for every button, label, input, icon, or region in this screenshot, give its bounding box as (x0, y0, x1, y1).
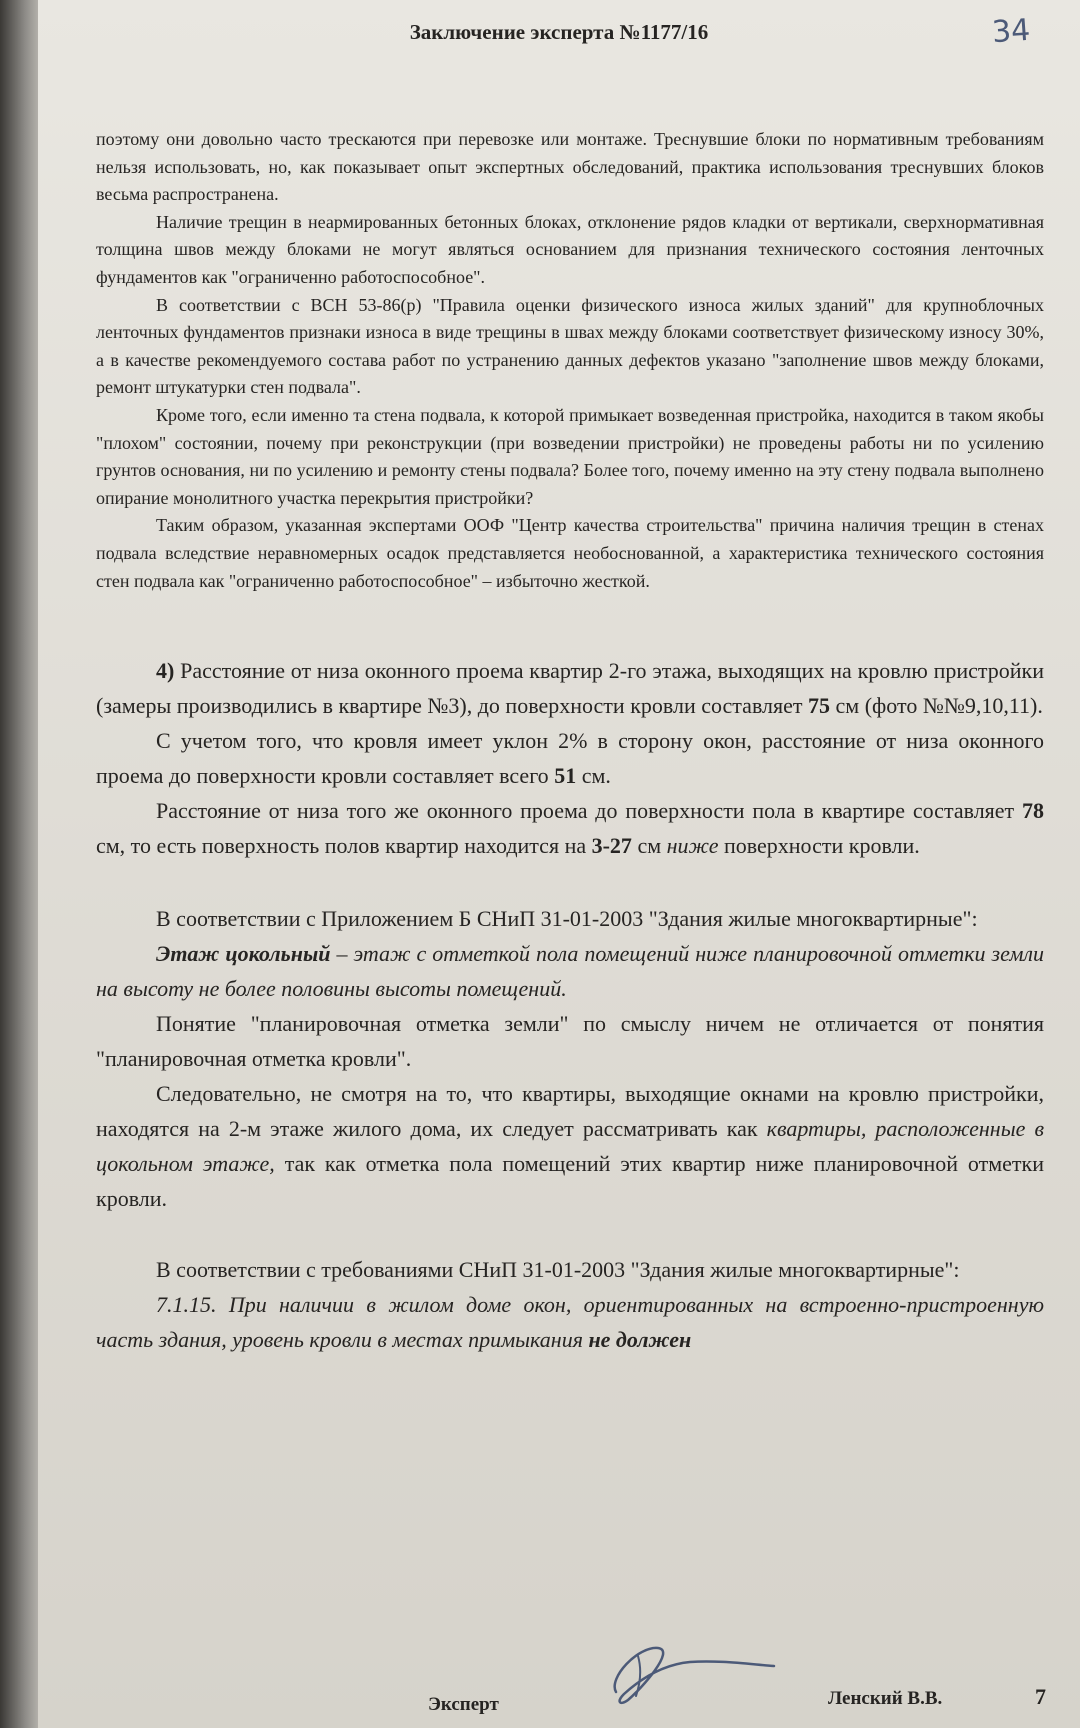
definition-paragraph (96, 936, 1044, 1006)
text-run: см (фото №№9,10,11). (835, 693, 1043, 719)
value-range: 3-27 (591, 833, 632, 859)
text-run: поверхности кровли. (723, 833, 920, 859)
text-run: так как отметка пола помещений этих квартир ниже планировочной отметки кровли. (96, 1151, 1045, 1212)
text-run: С учетом того, что кровля имеет уклон 2% в сторону окон, расстояние от низа оконного проема до поверхности кровли составляет всего (96, 728, 1044, 789)
text-run: Расстояние от низа того же оконного проема до поверхности пола в квартире составляет (156, 798, 1015, 824)
paragraph: Таким образом, указанная экспертами ООФ "Центр качества строительства" причина наличия трещин в стенах подвала вследствие неравномерных осадок представляется необоснованной, а характеристика технического состояния стен подвала как "ограниченно работоспособное" – избыточно жесткой. (96, 515, 1044, 591)
definition-text: – этаж с отметкой пола помещений ниже планировочной отметки земли на высоту не более половины высоты помещений. (96, 941, 1044, 1002)
footer-role: Эксперт (428, 1694, 499, 1715)
item-number: 4) (156, 658, 175, 684)
document-page (38, 0, 1080, 1728)
running-header: Заключение эксперта №1177/16 (409, 20, 709, 44)
section-4-paragraph-1 (96, 653, 1044, 723)
paragraph: Понятие "планировочная отметка земли" по смыслу ничем не отличается от понятия "планировочная отметка кровли". (96, 1011, 1044, 1072)
text-run: Расстояние от низа оконного проема квартир 2-го этажа, выходящих на кровлю пристройки (замеры производились в квартире №3), до поверхности кровли составляет (96, 658, 1045, 719)
value-75: 75 (808, 693, 831, 719)
paragraph: Наличие трещин в неармированных бетонных блоках, отклонение рядов кладки от вертикали, сверхнормативная толщина швов между блоками не могут являться основанием для признания технического состояния ленточных фундаментов как "ограниченно работоспособное". (96, 211, 1044, 287)
clause-text: 7.1.15. При наличии в жилом доме окон, ориентированных на встроенно-пристроенную часть здания, уровень кровли в местах примыкания (96, 1292, 1044, 1353)
definition-term: Этаж цокольный (156, 941, 331, 967)
handwritten-page-number: 34 (990, 12, 1032, 51)
italic-run: ниже (666, 833, 719, 859)
section-4-paragraph-2 (96, 723, 1044, 793)
paragraph: В соответствии с ВСН 53-86(р) "Правила оценки физического износа жилых зданий" для крупноблочных ленточных фундаментов признаки износа в виде трещины в швах между блоками соответствует физическому износу 30%, а в качестве рекомендуемого состава работ по устранению данных дефектов указано "заполнение швов между блоками, ремонт штукатурки стен подвала". (96, 294, 1044, 398)
footer-expert-name: Ленский В.В. (828, 1688, 943, 1709)
large-text-block (96, 653, 1044, 1357)
paragraph: Кроме того, если именно та стена подвала, к которой примыкает возведенная пристройка, находится в таком якобы "плохом" состоянии, почему при реконструкции (при возведении пристройки) не проведены работы ни по усилению грунтов основания, ни по усилению и ремонту стены подвала? Более того, почему именно на эту стену подвала выполнено опирание монолитного участка перекрытия пристройки? (96, 404, 1044, 508)
paragraph: поэтому они довольно часто трескаются при перевозке или монтаже. Треснувшие блоки по нормативным требованиям нельзя использовать, но, как показывает опыт экспертных обследований, практика использования треснувших блоков весьма распространена. (96, 129, 1044, 205)
text-run: см (637, 833, 662, 859)
page-footer (38, 1684, 1080, 1718)
italic-run: квартиры, расположенные в цокольном этаже, (96, 1116, 1045, 1177)
footer-page-number: 7 (1035, 1684, 1046, 1709)
text-run: см. (581, 763, 611, 789)
text-run: Следовательно, не смотря на то, что квартиры, выходящие окнами на кровлю пристройки, находятся на 2-м этаже жилого дома, их следует рассматривать как (96, 1081, 1044, 1142)
body-text (96, 126, 1044, 1357)
text-run: см, то есть поверхность полов квартир находится на (96, 833, 587, 859)
value-51: 51 (554, 763, 577, 789)
snip-requirements-paragraph: В соответствии с требованиями СНиП 31-01-2003 "Здания жилые многоквартирные": (156, 1257, 960, 1283)
clause-paragraph (96, 1287, 1044, 1357)
clause-emphasis: не должен (588, 1327, 692, 1353)
section-4-paragraph-3 (96, 793, 1044, 863)
value-78: 78 (1022, 798, 1044, 824)
small-text-block (96, 126, 1044, 595)
snip-paragraph: В соответствии с Приложением Б СНиП 31-01-2003 "Здания жилые многоквартирные": (156, 906, 978, 932)
conclusion-paragraph (96, 1076, 1044, 1216)
